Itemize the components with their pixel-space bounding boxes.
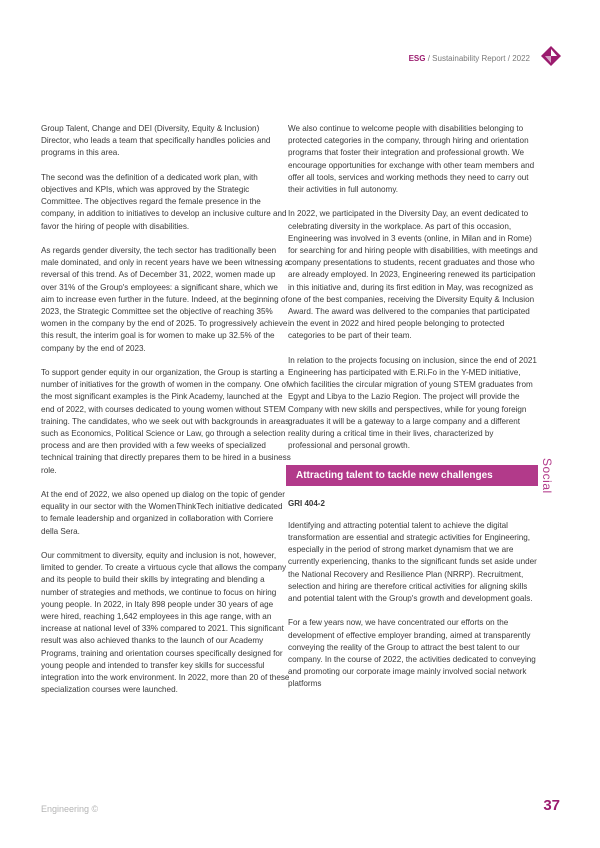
left-column — [41, 123, 291, 709]
paragraph: At the end of 2022, we also opened up dialog on the topic of gender equality in our sector with the WomenThinkTech initiative dedicated to female leadership and organized in collaboration with Corriere della Sera. — [41, 490, 285, 536]
paragraph: For a few years now, we have concentrated our efforts on the development of effective employer branding, aimed at transparently conveying the reality of the Group to attract the best talent to our company. In the course of 2022, the activities dedicated to conveying and promoting our corporate image mainly involved social network platforms — [288, 618, 536, 689]
gri-reference: GRI 404-2 — [288, 498, 325, 508]
header-report-title: / Sustainability Report / 2022 — [425, 54, 530, 63]
paragraph: We also continue to welcome people with disabilities belonging to protected categories in the company, through hiring and orientation programs that foster their integration and professional growth. We encourage opportunities for exchange with other team members and offer all tools, services and working methods they need to carry out their activities in full autonomy. — [288, 124, 535, 195]
paragraph: Group Talent, Change and DEI (Diversity, Equity & Inclusion) Director, who leads a team that specifically handles policies and programs in this area. — [41, 124, 271, 158]
paragraph: The second was the definition of a dedicated work plan, with objectives and KPIs, which was approved by the Strategic Committee. The objectives regard the female presence in the company, in addition to initiatives to develop an inclusive culture and favor the hiring of people with disabilities. — [41, 172, 287, 231]
paragraph: Identifying and attracting potential talent to achieve the digital transformation are essential and strategic activities for Engineering, especially in the period of strong market dynamism that we are currently experiencing, thanks to the significant funds set aside under the National Recovery and Resilience Plan (NRRP). Recruitment, selection and hiring are therefore critical activities for aligning skills and potential talent with the Group's growth and development goals. — [288, 520, 537, 604]
side-section-label: Social — [540, 458, 554, 494]
footer-company: Engineering © — [41, 804, 99, 814]
paragraph: To support gender equity in our organization, the Group is starting a number of initiatives for the growth of women in the company. One of the most significant examples is the Pink Academy, launched at the end of 2022, with courses dedicated to young women without STEM training. The candidates, who we seek out with backgrounds in areas such as Economics, Political Science or Law, go through a selection process and are then provided with a few weeks of specialized technical training that directly prepares them to be hired in a business role. — [41, 368, 291, 475]
engineering-logo-icon — [540, 45, 562, 67]
paragraph: Our commitment to diversity, equity and inclusion is not, however, limited to gender. To create a virtuous cycle that allows the company and its people to build their skills by integrating and blending a number of strategies and methods, we continue to focus on hiring young people. In 2022, in Italy 898 people under 30 years of age were hired, reaching 1,642 employees in this age range, with an increase at national level of 33% compared to 2021. This significant result was also achieved thanks to the launch of our Academy Programs, training and orientation courses specifically designed for young people and intended to transfer key skills for successful integration into the work environment. In 2022, more than 20 of these specialization courses were launched. — [41, 551, 290, 695]
paragraph: In 2022, we participated in the Diversity Day, an event dedicated to celebrating diversity in the workplace. As part of this occasion, Engineering was involved in 3 events (online, in Milan and in Rome) for searching for and hiring people with disabilities, with meetings and company presentations to students, recent graduates and those who are already employed. In 2023, Engineering renewed its participation in this initiative and, during its first edition in May, was recognized as one of the best companies, receiving the Diversity Equity & Inclusion Award. The award was delivered to the companies that participated in the event in 2022 and hired people belonging to protected categories to be part of their team. — [288, 209, 538, 341]
paragraph: As regards gender diversity, the tech sector has traditionally been male dominated, and only in recent years have we been witnessing a reversal of this trend. As of December 31, 2022, women made up over 31% of the Group's employees: a significant share, which we aim to increase even further in the future. Indeed, at the beginning of 2023, the Strategic Committee set the objective of reaching 35% women in the company by the end of 2025. To progressively achieve this result, the interim goal is for women to make up 32.5% of the company by the end of 2023. — [41, 246, 290, 353]
section-title: Attracting talent to tackle new challenges — [286, 465, 538, 486]
right-column — [288, 123, 538, 703]
page-number: 37 — [543, 797, 560, 814]
paragraph: In relation to the projects focusing on inclusion, since the end of 2021 Engineering has participated with E.Ri.Fo in the Y-MED initiative, which facilities the circular migration of young STEM graduates from Egypt and Libya to the Lazio Region. The project will provide the Company with new skills and perspectives, while for young foreign graduates it will be a gateway to a large company and a different reality during a critical time in their lives, characterized by professional and personal growth. — [288, 355, 537, 451]
page-header — [409, 54, 530, 63]
header-esg: ESG — [408, 54, 426, 63]
